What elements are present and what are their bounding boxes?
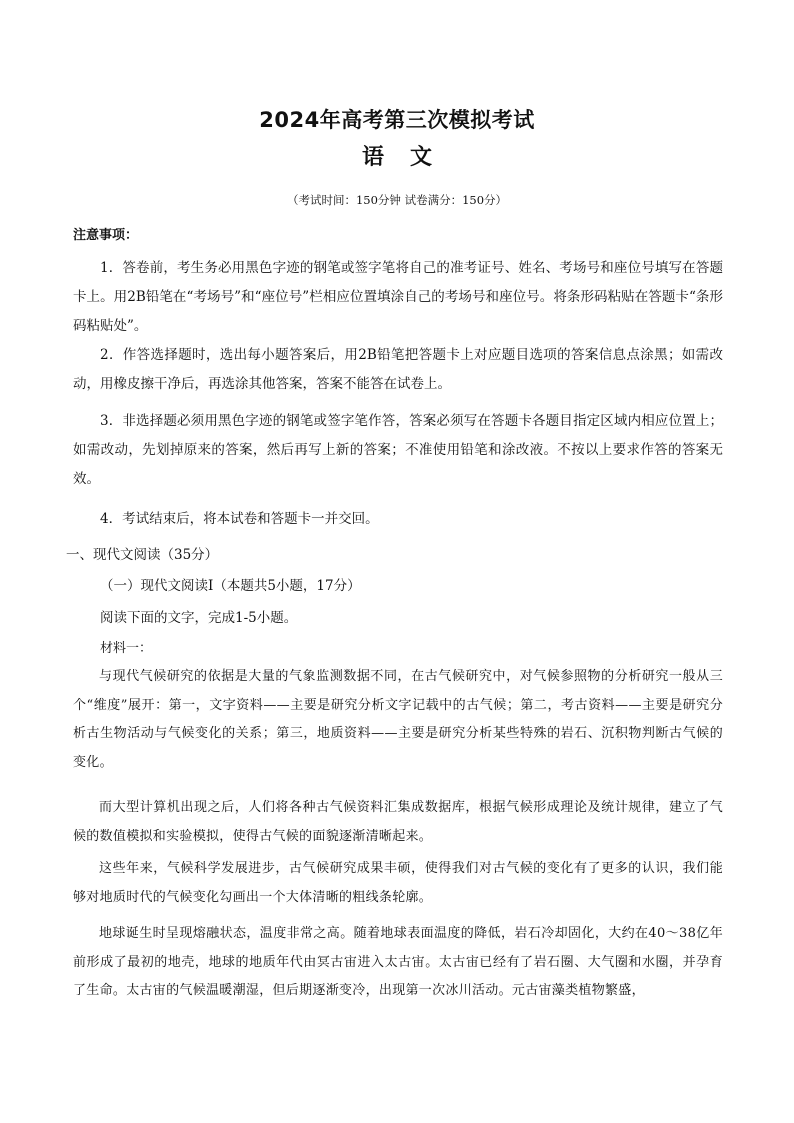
material-paragraph-4: 地球诞生时呈现熔融状态，温度非常之高。随着地球表面温度的降低，岩石冷却固化，大约在40～38亿年前形成了最初的地壳，地球的地质年代由冥古宙进入太古宙。太古宙已经有了岩石圈、大气圈和水圈，并孕育了生命。太古宙的气候温暖潮湿，但后期逐渐变冷，出现第一次冰川活动。元古宙藻类植物繁盛，: [73, 926, 723, 998]
section-title: 一、现代文阅读（35分）: [66, 547, 219, 563]
notice-item-2: 2．作答选择题时，选出每小题答案后，用2B铅笔把答题卡上对应题目选项的答案信息点涂黑；如需改动，用橡皮擦干净后，再选涂其他答案，答案不能答在试卷上。: [73, 347, 723, 392]
subject-title: 语文: [361, 145, 458, 170]
material-label: 材料一：: [100, 641, 153, 656]
notice-item-1: 1．答卷前，考生务必用黑色字迹的钢笔或签字笔将自己的准考证号、姓名、考场号和座位号填写在答题卡上。用2B铅笔在“考场号”和“座位号”栏相应位置填涂自己的考场号和座位号。将条形码粘贴在答题卡“条形码粘贴处”。: [73, 260, 723, 334]
notice-item-3: 3．非选择题必须用黑色字迹的钢笔或签字笔作答，答案必须写在答题卡各题目指定区域内相应位置上；如需改动，先划掉原来的答案，然后再写上新的答案；不准使用铅笔和涂改液。不按以上要求作答的答案无效。: [73, 413, 723, 487]
reading-instruction: 阅读下面的文字，完成1-5小题。: [100, 610, 298, 626]
exam-title: 2024年高考第三次模拟考试: [259, 108, 535, 132]
material-paragraph-1: 与现代气候研究的依据是大量的气象监测数据不同，在古气候研究中，对气候参照物的分析研究一般从三个“维度”展开：第一，文字资料——主要是研究分析文字记载中的古气候；第二，考古资料——主要是研究分析古生物活动与气候变化的关系；第三，地质资料——主要是研究分析某些特殊的岩石、沉积物判断古气候的变化。: [73, 669, 723, 770]
material-paragraph-2: 而大型计算机出现之后，人们将各种古气候资料汇集成数据库，根据气候形成理论及统计规律，建立了气候的数值模拟和实验模拟，使得古气候的面貌逐渐清晰起来。: [73, 800, 723, 844]
notice-item-4: 4．考试结束后，将本试卷和答题卡一并交回。: [100, 511, 379, 527]
material-paragraph-3: 这些年来，气候科学发展进步，古气候研究成果丰硕，使得我们对古气候的变化有了更多的认识，我们能够对地质时代的气候变化勾画出一个大体清晰的粗线条轮廓。: [73, 861, 723, 905]
notice-heading: 注意事项：: [73, 228, 139, 243]
exam-time-info: （考试时间：150分钟 试卷满分：150分）: [286, 193, 508, 207]
sub-section-title: （一）现代文阅读Ⅰ（本题共5小题，17分）: [100, 578, 361, 594]
